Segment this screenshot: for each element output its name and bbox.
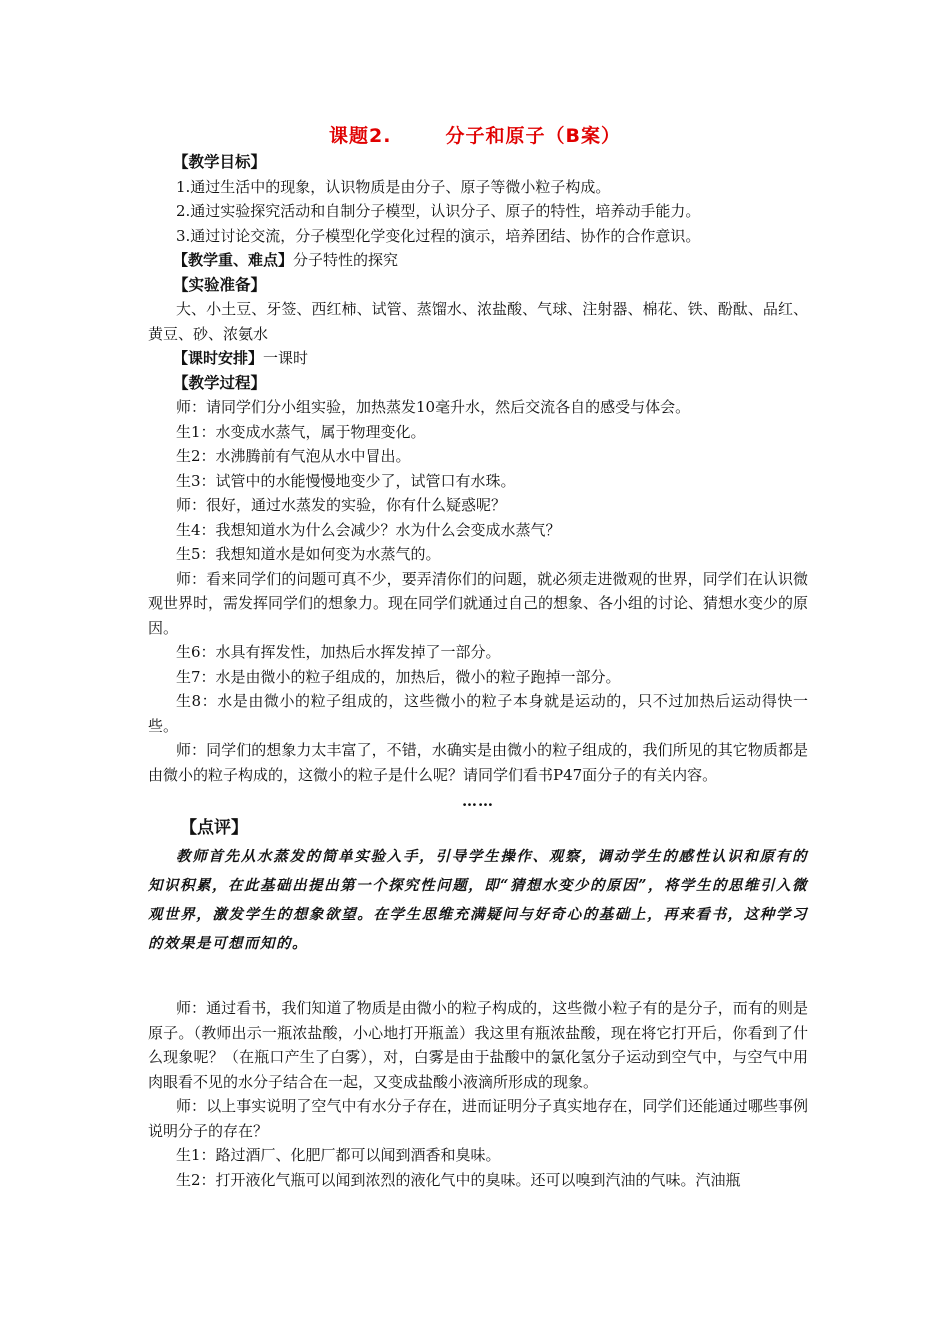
dialogue-paragraph: 生4：我想知道水为什么会减少？水为什么会变成水蒸气？ bbox=[176, 520, 561, 539]
dialogue-paragraph: 生3：试管中的水能慢慢地变少了，试管口有水珠。 bbox=[176, 471, 516, 490]
dialogue-paragraph: 师：很好，通过水蒸发的实验，你有什么疑惑呢？ bbox=[176, 496, 507, 514]
dialogue-paragraph: 师：以上事实说明了空气中有水分子存在，进而证明分子真实地存在，同学们还能通过哪些事例说明分子的存在？ bbox=[148, 1097, 808, 1140]
schedule-line bbox=[173, 346, 808, 371]
dialogue-paragraph: 生1：水变成水蒸气，属于物理变化。 bbox=[176, 422, 426, 441]
dialogue-paragraph: 师：请同学们分小组实验，加热蒸发10毫升水，然后交流各自的感受与体会。 bbox=[176, 398, 691, 416]
spacer bbox=[148, 958, 808, 996]
dialogue-paragraph: 师：通过看书，我们知道了物质是由微小的粒子构成的，这些微小粒子有的是分子，而有的则是原子。（教师出示一瓶浓盐酸，小心地打开瓶盖）我这里有瓶浓盐酸，现在将它打开后，你看到了什么现象呢？（在瓶口产生了白雾），对，白雾是由于盐酸中的氯化氢分子运动到空气中，与空气中用肉眼看不见的水分子结合在一起，又变成盐酸小液滴所形成的现象。 bbox=[148, 999, 808, 1091]
materials-heading: 【实验准备】 bbox=[173, 275, 267, 294]
dialogue-paragraph: 师：同学们的想象力太丰富了，不错，水确实是由微小的粒子组成的，我们所见的其它物质都是由微小的粒子构成的，这微小的粒子是什么呢？请同学们看书P47面分子的有关内容。 bbox=[148, 741, 808, 784]
dialogue-paragraph: 师：看来同学们的问题可真不少，要弄清你们的问题，就必须走进微观的世界，同学们在认识微观世界时，需发挥同学们的想象力。现在同学们就通过自己的想象、各小组的讨论、猜想水变少的原因。 bbox=[148, 569, 809, 637]
dialogue-paragraph: 生6：水具有挥发性，加热后水挥发掉了一部分。 bbox=[176, 643, 501, 661]
dialogue-paragraph: 生2：打开液化气瓶可以闻到浓烈的液化气中的臭味。还可以嗅到汽油的气味。汽油瓶 bbox=[176, 1170, 741, 1189]
keypoints-line bbox=[173, 248, 808, 273]
main-content bbox=[148, 150, 808, 1192]
goals-heading: 【教学目标】 bbox=[173, 153, 267, 171]
dialogue-paragraph: 生1：路过酒厂、化肥厂都可以闻到酒香和臭味。 bbox=[176, 1146, 501, 1164]
materials-text: 大、小土豆、牙签、西红柿、试管、蒸馏水、浓盐酸、气球、注射器、棉花、铁、酚酞、品红、黄豆、砂、浓氨水 bbox=[148, 300, 808, 343]
process-heading: 【教学过程】 bbox=[173, 373, 267, 392]
dialogue-paragraph: 生8：水是由微小的粒子组成的，这些微小的粒子本身就是运动的，只不过加热后运动得快一些。 bbox=[148, 692, 808, 735]
ellipsis-separator: …… bbox=[462, 792, 494, 810]
keypoints-heading: 【教学重、难点】 bbox=[173, 251, 294, 269]
dialogue-paragraph: 生5：我想知道水是如何变为水蒸气的。 bbox=[176, 545, 441, 563]
goal-item-1: 1.通过生活中的现象，认识物质是由分子、原子等微小粒子构成。 bbox=[176, 177, 611, 196]
goal-item-2: 2.通过实验探究活动和自制分子模型，认识分子、原子的特性，培养动手能力。 bbox=[176, 202, 701, 220]
review-text: 教师首先从水蒸发的简单实验入手，引导学生操作、观察，调动学生的感性认识和原有的知识积累，在此基础出提出第一个探究性问题，即“猜想水变少的原因”，将学生的思维引入微观世界，激发学生的想象欲望。在学生思维充满疑问与好奇心的基础上，再来看书，这种学习的效果是可想而知的。 bbox=[148, 848, 808, 952]
review-heading: 【点评】 bbox=[180, 817, 248, 838]
title-lesson-number: 课题2. bbox=[329, 125, 392, 147]
schedule-text: 一课时 bbox=[263, 349, 309, 367]
schedule-heading: 【课时安排】 bbox=[173, 349, 264, 367]
title-lesson-name: 分子和原子（B案） bbox=[445, 125, 621, 147]
dialogue-paragraph: 生2：水沸腾前有气泡从水中冒出。 bbox=[176, 447, 411, 465]
dialogue-paragraph: 生7：水是由微小的粒子组成的，加热后，微小的粒子跑掉一部分。 bbox=[176, 667, 621, 686]
keypoints-text: 分子特性的探究 bbox=[293, 251, 399, 269]
goal-item-3: 3.通过讨论交流，分子模型化学变化过程的演示，培养团结、协作的合作意识。 bbox=[176, 226, 701, 245]
page-title bbox=[0, 124, 950, 149]
